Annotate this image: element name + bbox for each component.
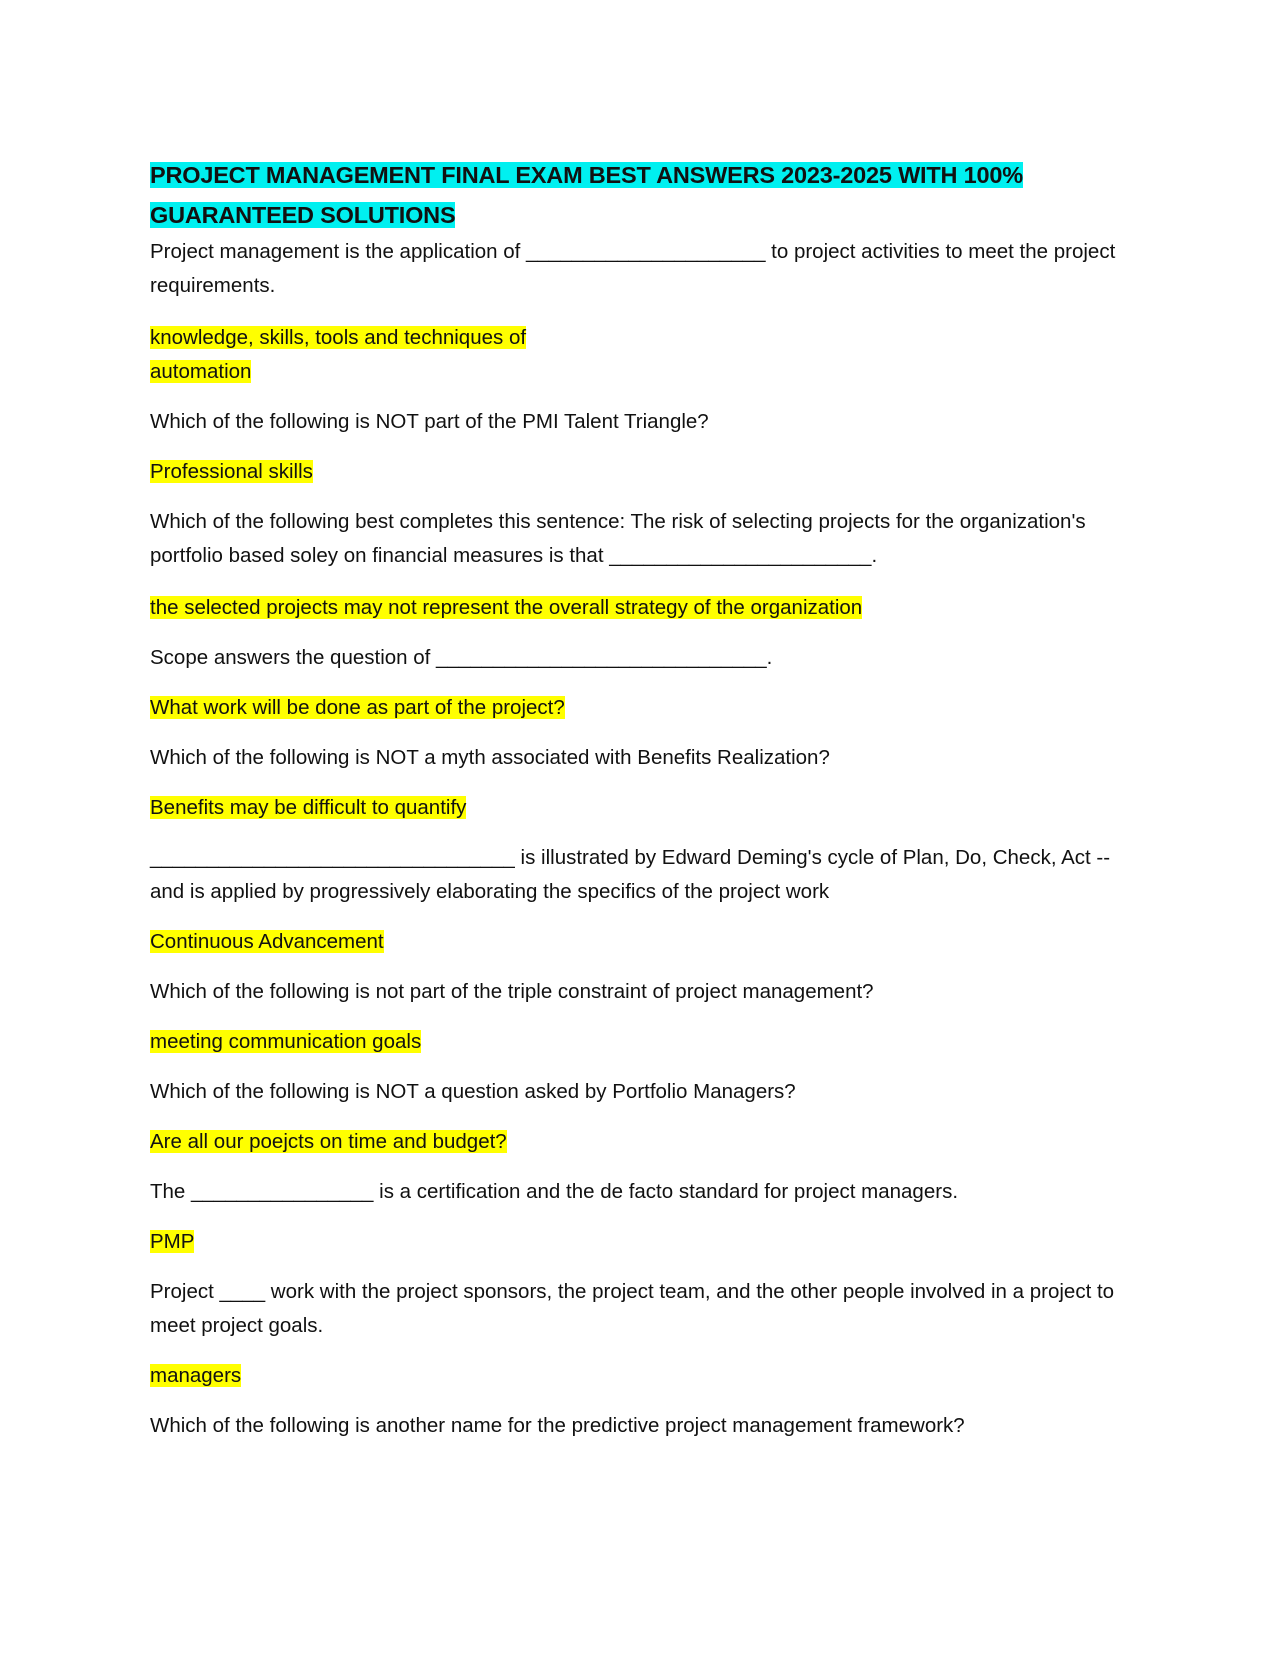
answer-4-highlight: What work will be done as part of the project? <box>150 696 565 719</box>
question-6: ________________________________ is illustrated by Edward Deming's cycle of Plan, Do, Check, Act -- and is applied by progressively elaborating the specifics of the project work <box>150 846 1111 903</box>
document-title <box>150 155 1140 235</box>
question-1: Project management is the application of _____________________ to project activities to meet the project requirements. <box>150 240 1116 297</box>
answer-5 <box>150 791 1140 825</box>
answer-1-line-1: knowledge, skills, tools and techniques of <box>150 326 527 349</box>
answer-4 <box>150 691 1140 725</box>
question-10: Project ____ work with the project sponsors, the project team, and the other people involved in a project to meet project goals. <box>150 1280 1115 1337</box>
answer-1-line-2: automation <box>150 360 252 383</box>
answer-6-highlight: Continuous Advancement <box>150 930 384 953</box>
answer-10-highlight: managers <box>150 1364 242 1387</box>
answer-6 <box>150 925 1140 959</box>
question-9: The ________________ is a certification and the de facto standard for project managers. <box>150 1180 959 1203</box>
question-8: Which of the following is NOT a question asked by Portfolio Managers? <box>150 1080 796 1103</box>
answer-9-highlight: PMP <box>150 1230 195 1253</box>
answer-7 <box>150 1025 1140 1059</box>
answer-1 <box>150 321 1140 389</box>
answer-8-highlight: Are all our poejcts on time and budget? <box>150 1130 507 1153</box>
answer-10 <box>150 1359 1140 1393</box>
title-highlight: PROJECT MANAGEMENT FINAL EXAM BEST ANSWERS 2023-2025 WITH 100% GUARANTEED SOLUTIONS <box>150 162 1023 228</box>
question-3: Which of the following best completes this sentence: The risk of selecting projects for the organization's portfolio based soley on financial measures is that _______________________. <box>150 510 1086 567</box>
question-11: Which of the following is another name for the predictive project management framework? <box>150 1414 965 1437</box>
answer-8 <box>150 1125 1140 1159</box>
answer-2 <box>150 455 1140 489</box>
question-5: Which of the following is NOT a myth associated with Benefits Realization? <box>150 746 830 769</box>
answer-9 <box>150 1225 1140 1259</box>
question-2: Which of the following is NOT part of the PMI Talent Triangle? <box>150 410 709 433</box>
answer-7-highlight: meeting communication goals <box>150 1030 422 1053</box>
answer-3 <box>150 591 1140 625</box>
answer-5-highlight: Benefits may be difficult to quantify <box>150 796 467 819</box>
document-page <box>150 155 1140 1443</box>
question-7: Which of the following is not part of the triple constraint of project management? <box>150 980 874 1003</box>
answer-2-highlight: Professional skills <box>150 460 313 483</box>
question-4: Scope answers the question of _____________________________. <box>150 646 773 669</box>
answer-3-highlight: the selected projects may not represent the overall strategy of the organization <box>150 596 863 619</box>
